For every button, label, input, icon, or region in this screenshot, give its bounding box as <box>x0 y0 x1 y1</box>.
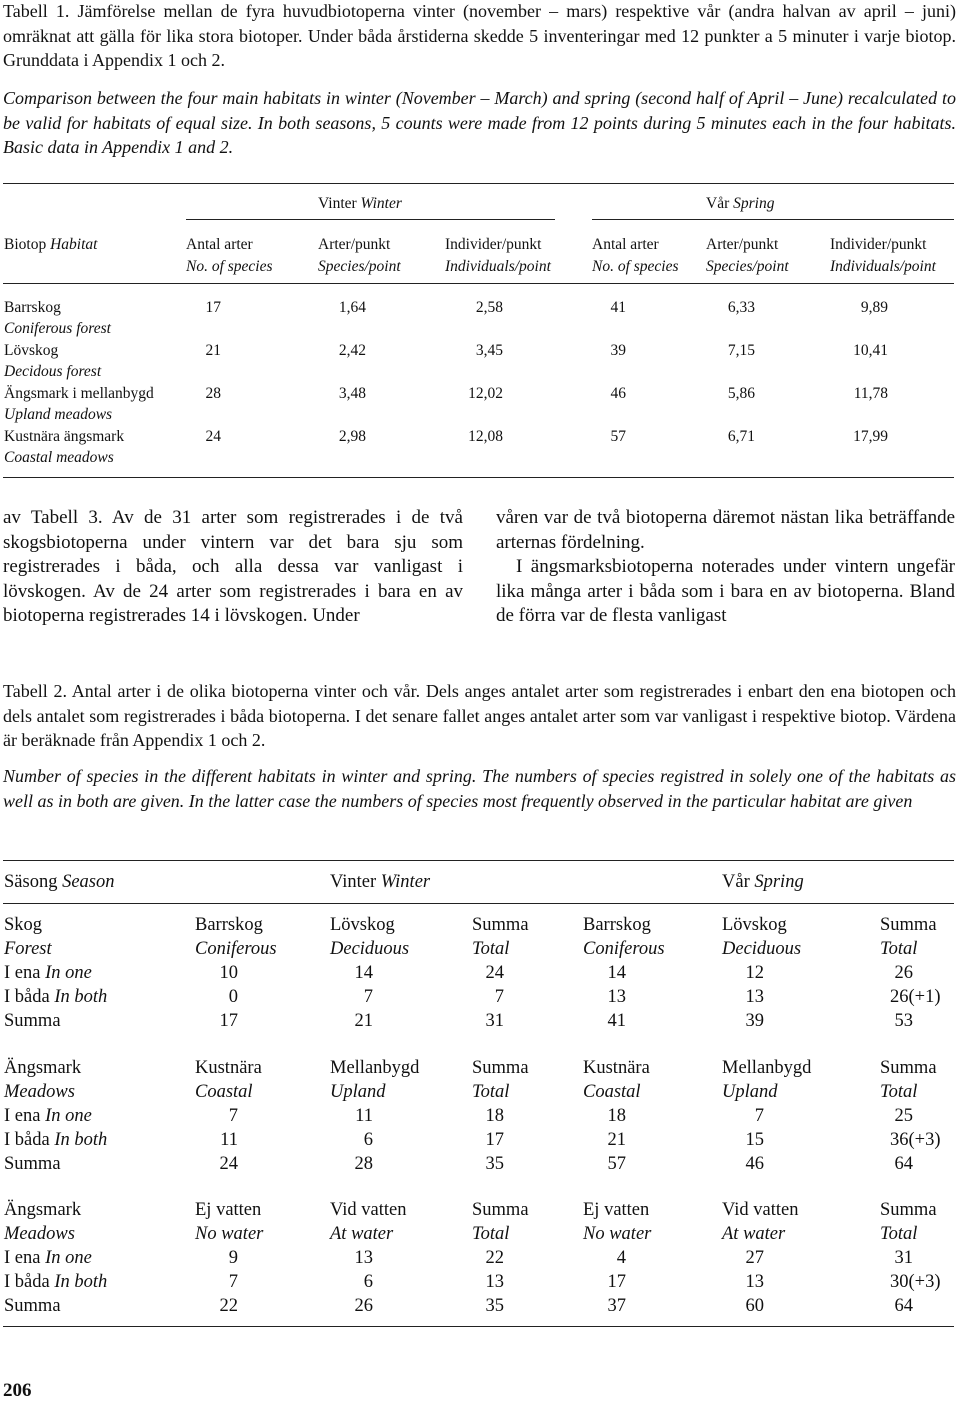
table2-cell: 31 <box>485 1011 504 1031</box>
table1-column-header <box>830 234 936 277</box>
table2-cell: 12 <box>745 963 764 983</box>
table2-cell: 36(+3) <box>890 1129 941 1150</box>
column-label-swedish: Individer/punkt <box>445 236 542 253</box>
table2-cell: 21 <box>607 1129 626 1150</box>
column-label-english: Individuals/point <box>830 257 936 275</box>
table2-column-label-english: Deciduous <box>722 939 802 959</box>
table1-spring-header: Vår Spring <box>706 195 775 212</box>
row-label-swedish: I båda <box>4 987 50 1007</box>
row-label-english: In one <box>45 1105 92 1126</box>
table1-cell: 5,86 <box>727 385 755 402</box>
table1-cell: 2,42 <box>338 342 366 359</box>
table2-row-label <box>4 1104 92 1128</box>
table2-cell: 30(+3) <box>890 1272 941 1292</box>
table2-cell: 0 <box>228 987 238 1007</box>
table2-column-label: Summa <box>880 1200 937 1220</box>
table2-cell: 14 <box>354 963 373 983</box>
table1-row-label-english: Coniferous forest <box>4 320 111 337</box>
table2-cell: 13 <box>354 1248 373 1268</box>
body-right-paragraph-1: våren var de två biotoperna däremot nästan lika beträffande arternas fördelning. <box>496 507 955 553</box>
table2-block-heading-english: Meadows <box>4 1081 75 1102</box>
row-label-swedish: Summa <box>4 1153 61 1174</box>
table2-column-label-english: No water <box>583 1224 652 1244</box>
table2-column-label-english: Total <box>880 1224 918 1244</box>
table2-cell: 7 <box>363 987 373 1007</box>
table2-row-label <box>4 1152 61 1176</box>
row-label-swedish: I båda <box>4 1272 50 1292</box>
table2-row-label <box>4 1294 61 1318</box>
column-label-swedish: Arter/punkt <box>706 236 779 253</box>
table2-column-label: Lövskog <box>722 915 787 935</box>
table2-column-label: Kustnära <box>195 1057 262 1078</box>
row-label-swedish: I ena <box>4 1105 41 1126</box>
table2-column-label-english: Coastal <box>195 1081 253 1102</box>
table2-row-label <box>4 985 107 1009</box>
table2-cell: 26 <box>354 1296 373 1316</box>
table2-cell: 7 <box>494 987 504 1007</box>
table1-cell: 57 <box>610 428 626 445</box>
table1-top-rule <box>3 183 954 184</box>
table2-cell: 25 <box>894 1105 913 1126</box>
table2-cell: 13 <box>485 1272 504 1292</box>
column-label-english: Species/point <box>706 257 789 275</box>
table2-column-label-english: Upland <box>330 1081 386 1102</box>
table2-column-label: Ej vatten <box>583 1200 650 1220</box>
table1-row-label: Lövskog <box>4 342 59 359</box>
table1-row-label: Kustnära ängsmark <box>4 428 125 445</box>
table1-column-header <box>186 234 273 277</box>
table1-cell: 12,08 <box>468 428 503 445</box>
row-label-swedish: Summa <box>4 1011 61 1031</box>
table2-column-label: Summa <box>880 915 937 935</box>
row-label-english: In one <box>45 1248 92 1268</box>
table2-block-heading: Ängsmark <box>4 1200 82 1220</box>
table2-cell: 11 <box>220 1129 238 1150</box>
table2-row-label <box>4 1246 92 1270</box>
table1-cell: 2,58 <box>475 299 503 316</box>
table2-column-label-english: Total <box>472 1081 510 1102</box>
row-label-english: In one <box>45 963 92 983</box>
table2-column-label: Summa <box>472 1200 529 1220</box>
table1-row-label: Barrskog <box>4 299 61 316</box>
row-label-swedish: I ena <box>4 1248 41 1268</box>
table1-cell: 24 <box>205 428 221 445</box>
table2-column-label-english: Upland <box>722 1081 778 1102</box>
table2-cell: 35 <box>485 1296 504 1316</box>
column-label-english: No. of species <box>592 257 679 275</box>
table1-cell: 6,71 <box>727 428 755 445</box>
table2-cell: 21 <box>354 1011 373 1031</box>
table2-column-label: Summa <box>880 1057 937 1078</box>
table2-row-label <box>4 961 92 985</box>
table2-cell: 14 <box>607 963 626 983</box>
table1-cell: 9,89 <box>860 299 888 316</box>
table2-cell: 17 <box>219 1011 238 1031</box>
table2-cell: 6 <box>363 1129 373 1150</box>
table2-cell: 27 <box>745 1248 764 1268</box>
table2-cell: 64 <box>894 1296 913 1316</box>
table2-spring-header: Vår Spring <box>722 872 804 892</box>
table2-cell: 17 <box>485 1129 504 1150</box>
table1-cell: 41 <box>610 299 626 316</box>
table2-column-label: Vid vatten <box>722 1200 799 1220</box>
table2-column-label-english: Coniferous <box>583 939 665 959</box>
table1-cell: 46 <box>610 385 626 402</box>
body-text-left-column: av Tabell 3. Av de 31 arter som registrerades i de två skogsbiotoperna under vintern var det bara sju som registrerades i båda, och alla dessa var vanligast i lövskogen. Av de 24 arter som registrerades i bara en av biotoperna registrerades 14 i lövskogen. Under <box>3 507 463 626</box>
table2-winter-header: Vinter Winter <box>330 872 431 892</box>
table2-cell: 24 <box>219 1153 238 1174</box>
table1-cell: 21 <box>205 342 221 359</box>
table1-column-header <box>318 234 401 277</box>
table2-cell: 39 <box>745 1011 764 1031</box>
table2-cell: 13 <box>745 1272 764 1292</box>
table1-row-label-english: Upland meadows <box>4 406 113 423</box>
table2-cell: 18 <box>485 1105 504 1126</box>
table2-block-heading: Ängsmark <box>4 1057 82 1078</box>
table1-column-header <box>592 234 679 277</box>
table2-column-label: Ej vatten <box>195 1200 262 1220</box>
table1-column-header <box>445 234 551 277</box>
table2-cell: 10 <box>219 963 238 983</box>
table2-cell: 57 <box>607 1153 626 1174</box>
table2-column-label: Summa <box>472 1057 529 1078</box>
table2-cell: 28 <box>354 1153 373 1174</box>
table1-header-rule <box>3 283 954 284</box>
table2-cell: 46 <box>745 1153 764 1174</box>
column-label-swedish: Antal arter <box>186 236 253 253</box>
table2-cell: 13 <box>745 987 764 1007</box>
table1-row-label-english: Decidous forest <box>4 363 102 380</box>
table2-cell: 7 <box>228 1272 238 1292</box>
row-label-english: In both <box>54 1272 108 1292</box>
column-label-swedish: Arter/punkt <box>318 236 391 253</box>
table2-cell: 26(+1) <box>890 987 941 1007</box>
table2-cell: 9 <box>228 1248 238 1268</box>
body-text-right-column <box>496 506 955 629</box>
table1-biotope-header: Biotop Habitat <box>4 236 98 253</box>
table1-winter-rule <box>186 219 555 220</box>
table2-cell: 13 <box>607 987 626 1007</box>
table2-column-label: Mellanbygd <box>330 1057 420 1078</box>
column-label-english: Individuals/point <box>445 257 551 275</box>
table2-block-heading: Skog <box>4 915 43 935</box>
row-label-english: In both <box>54 987 108 1007</box>
table1-caption-swedish: Tabell 1. Jämförelse mellan de fyra huvudbiotoperna vinter (november – mars) respektive vår (andra halvan av april – juni) omräknat att gälla för lika stora biotoper. Under båda årstiderna skedde 5 inventeringar med 12 punkter a 5 minuter i varje biotop. Grunddata i Appendix 1 och 2. <box>3 1 956 70</box>
table1-cell: 12,02 <box>468 385 503 402</box>
table1-cell: 28 <box>205 385 221 402</box>
table1-bottom-rule <box>3 477 954 478</box>
table2-cell: 31 <box>894 1248 913 1268</box>
table2-block-heading-english: Forest <box>4 939 52 959</box>
table2-cell: 24 <box>485 963 504 983</box>
table2-column-label-english: Coastal <box>583 1081 641 1102</box>
table2-cell: 18 <box>607 1105 626 1126</box>
table2-column-label-english: At water <box>722 1224 786 1244</box>
table2-caption-english: Number of species in the different habitats in winter and spring. The numbers of species registred in solely one of the habitats as well as in both are given. In the latter case the numbers of species most frequently observed in the particular habitat are given <box>3 766 956 811</box>
table1-cell: 1,64 <box>338 299 366 316</box>
table2-cell: 64 <box>894 1153 913 1174</box>
table2-cell: 53 <box>894 1011 913 1031</box>
table2-column-label-english: Total <box>472 939 510 959</box>
table2-column-label: Kustnära <box>583 1057 650 1078</box>
table2-column-label-english: No water <box>195 1224 264 1244</box>
table2-column-label-english: Total <box>472 1224 510 1244</box>
table1-cell: 7,15 <box>727 342 755 359</box>
table1-row-label-english: Coastal meadows <box>4 449 114 466</box>
table1-cell: 3,48 <box>338 385 366 402</box>
page-number: 206 <box>3 1380 32 1401</box>
table1-cell: 11,78 <box>853 385 888 402</box>
table2-caption-swedish: Tabell 2. Antal arter i de olika biotoperna vinter och vår. Dels anges antalet arter som registrerades i enbart den ena biotopen och dels antalet som registrerades i båda biotoperna. I det senare fallet anges antalet arter som var vanligast i respektive biotop. Värdena är beräknade från Appendix 1 och 2. <box>3 681 956 750</box>
table2-cell: 17 <box>607 1272 626 1292</box>
table1-cell: 17 <box>205 299 221 316</box>
table2-cell: 41 <box>607 1011 626 1031</box>
table2-cell: 4 <box>616 1248 626 1268</box>
table2-cell: 7 <box>228 1105 238 1126</box>
table2-column-label: Barrskog <box>583 915 651 935</box>
table2-cell: 60 <box>745 1296 764 1316</box>
table2-column-label-english: Coniferous <box>195 939 277 959</box>
body-right-paragraph-2: I ängsmarksbiotoperna noterades under vintern ungefär lika många arter i båda som i bara en av biotoperna. Bland de förra var de flesta vanligast <box>496 556 955 626</box>
table2-column-label: Barrskog <box>195 915 263 935</box>
row-label-swedish: I ena <box>4 963 41 983</box>
column-label-english: No. of species <box>186 257 273 275</box>
table2-row-label <box>4 1270 107 1294</box>
table2-cell: 26 <box>894 963 913 983</box>
table1-cell: 17,99 <box>853 428 888 445</box>
row-label-swedish: Summa <box>4 1296 61 1316</box>
table2-column-label: Vid vatten <box>330 1200 407 1220</box>
table2-cell: 7 <box>754 1105 764 1126</box>
table1-cell: 2,98 <box>338 428 366 445</box>
table2-header-rule <box>3 903 954 904</box>
table1-column-header <box>706 234 789 277</box>
table2-row-label <box>4 1009 61 1033</box>
table2-column-label-english: Total <box>880 1081 918 1102</box>
table2-column-label: Mellanbygd <box>722 1057 812 1078</box>
table2-column-label-english: Deciduous <box>330 939 410 959</box>
column-label-swedish: Individer/punkt <box>830 236 927 253</box>
table2-cell: 11 <box>355 1105 373 1126</box>
table1-cell: 6,33 <box>727 299 755 316</box>
table2-row-label <box>4 1128 107 1152</box>
table2-block-heading-english: Meadows <box>4 1224 75 1244</box>
table1-row-label: Ängsmark i mellanbygd <box>4 385 154 402</box>
table1-cell: 39 <box>610 342 626 359</box>
table2-top-rule <box>3 860 954 861</box>
table2-column-label-english: At water <box>330 1224 394 1244</box>
table1-caption-english: Comparison between the four main habitats in winter (November – March) and spring (second half of April – June) recalculated to be valid for habitats of equal size. In both seasons, 5 counts were made from 12 points during 5 minutes each in the four habitats. Basic data in Appendix 1 and 2. <box>3 88 956 157</box>
column-label-english: Species/point <box>318 257 401 275</box>
table2-column-label-english: Total <box>880 939 918 959</box>
table2-cell: 37 <box>607 1296 626 1316</box>
column-label-swedish: Antal arter <box>592 236 659 253</box>
table2-column-label: Summa <box>472 915 529 935</box>
table2-cell: 22 <box>485 1248 504 1268</box>
table1-cell: 3,45 <box>475 342 503 359</box>
table2-cell: 22 <box>219 1296 238 1316</box>
table2-column-label: Lövskog <box>330 915 395 935</box>
table1-cell: 10,41 <box>853 342 888 359</box>
table2-bottom-rule <box>3 1326 954 1327</box>
table2-cell: 6 <box>363 1272 373 1292</box>
table2-cell: 35 <box>485 1153 504 1174</box>
table2-cell: 15 <box>745 1129 764 1150</box>
row-label-english: In both <box>54 1129 108 1150</box>
table2-season-header: Säsong Season <box>4 872 115 892</box>
row-label-swedish: I båda <box>4 1129 50 1150</box>
table1-spring-rule <box>592 219 954 220</box>
table1-winter-header: Vinter Winter <box>318 195 402 212</box>
